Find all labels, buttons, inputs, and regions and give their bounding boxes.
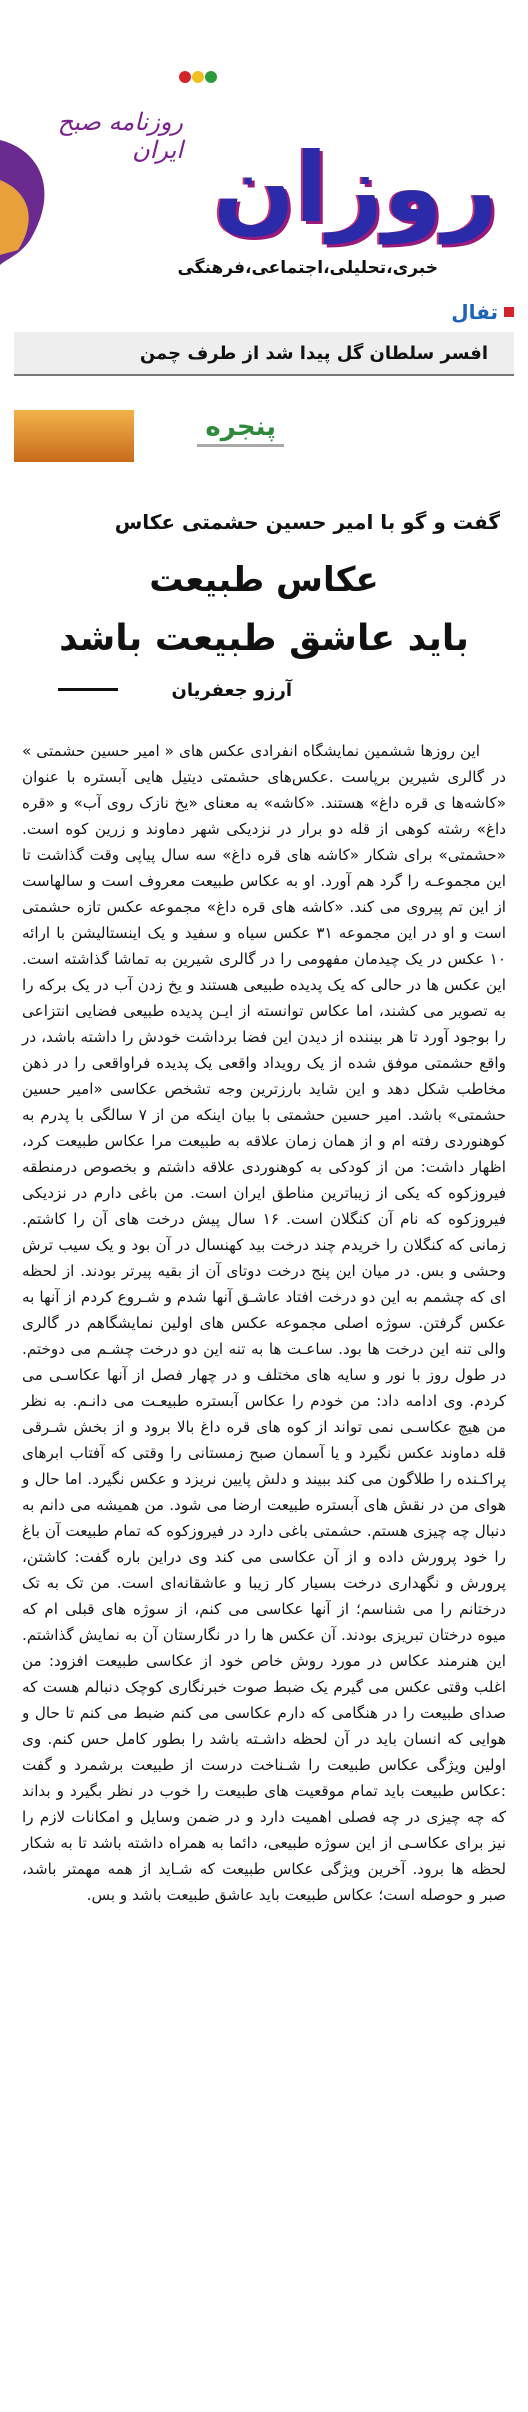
- article-kicker: گفت و گو با امیر حسین حشمتی عکاس: [114, 510, 500, 534]
- byline: آرزو جعفریان: [171, 680, 292, 701]
- tagline: خبری،تحلیلی،اجتماعی،فرهنگی: [177, 258, 438, 278]
- column-header: [14, 410, 514, 462]
- red-square-icon: [504, 307, 514, 317]
- section-kicker: [451, 300, 514, 324]
- headline-line-2: باید عاشق طبیعت باشد: [59, 618, 469, 659]
- headline-line-1: عکاس طبیعت: [149, 560, 379, 600]
- logo-subtext: روزنامه صبح ایران: [57, 108, 183, 164]
- newspaper-logo: روزان: [212, 132, 498, 244]
- flag-dots-icon: [178, 68, 218, 86]
- masthead: [0, 0, 528, 278]
- teaser-box: افسر سلطان گل پیدا شد از طرف چمن: [14, 332, 514, 376]
- article-paragraph: این روزها ششمین نمایشگاه انفرادی عکس های « امیر حسین حشمتی » در گالری شیرین برپاست .عکس‌های حشمتی دیتیل هایی آبستره با عنوان «کاشه‌ها ی قره داغ» هستند. «کاشه» به معنای «یخ نازک روی آب» و «قره داغ» رشته کوهی از قله دو برار در نزدیکی شهر دماوند و زرین کوه است. «حشمتی» برای شکار «کاشه های قره داغ» سه سال پیاپی وقت گذاشت تا این مجموعـه را گرد هم آورد. او به عکاس طبیعت معروف است و سالهاست از این تم پیروی می کند. «کاشه های قره داغ» مجموعه عکس تازه حشمتی است و او در این مجموعه ۳۱ عکس سیاه و سفید و یک اینستالیشن با ارائه ۱۰ عکس در یک چیدمان مفهومی را در گالری شیرین به تماشا گذاشته است. این عکس ها در حالی که یک پدیده طبیعی هستند و یخ زدن آب در یک برکه را به تصویر می کشند، اما عکاس توانسته از ایـن پدیده طبیعی فضایی انتزاعی را بوجود آورد تا هر بیننده از دیدن این فضا برداشت خودش را داشته باشد، در واقع حشمتی موفق شده از یک رویداد واقعی یک پدیده فراواقعی را در ذهن مخاطب شکل دهد و این شاید بارزترین وجه تشخص عکاسی «امیر حسین حشمتی» باشد. امیر حسین حشمتی با بیان اینکه من از ۷ سالگی با پدرم به کوهنوردی رفته ام و از همان زمان علاقه به طبیعت مرا عکاس طبیعت کرد، اظهار داشت: من از کودکی به کوهنوردی علاقه داشتم و بخصوص درمنطقه فیروزکوه که یکی از زیباترین مناطق ایران است. من باغی دارم در نزدیکی فیروزکوه که نام آن کنگلان است. ۱۶ سال پیش درخت های آن را کاشتم. زمانی که کنگلان را خریدم چند درخت بید کهنسال در آن بود و یک سیب ترش وحشی و بس. در میان این پنج درخت دوتای آن از بقیه پیرتر بودند. از لحظه ای که چشمم به این دو درخت افتاد عاشـق آنها شدم و شـروع کردم از آنها به عکس گرفتن. سوژه اصلی مجموعه عکس های اولین نمایشگاهم در گالری والی تنه این درخت ها بود. ساعـت ها به تنه این دو درخت چشـم می دوختم. در طول روز با نور و سایه های مختلف و در چهار فصل از آنها عکاسـی می کردم. وی ادامه داد: من خودم را عکاس آبستره طبیعـت می دانـم. به نظر من هیچ عکاسـی نمی تواند از کوه های قره داغ بالا برود و از بخش شـرقی قله دماوند عکس نگیرد و یا آسمان صبح زمستانی را وقتی که آفتاب ابرهای پراکـنده را طلاگون می کند ببیند و دلش پایین نریزد و عکس نگیرد. اما حال و هوای من در نقش های آبستره طبیعت ارضا می شود. من همیشه می دانم به دنبال چه چیزی هستم. حشمتی باغی دارد در فیروزکوه که تمام طبیعت آن باغ را خود پرورش داده و از آن عکاسی می کند وی دراین باره گفت: کاشتن، پرورش و نگهداری درخت بسیار کار زیبا و عاشقانه‌ای است. من تک به تک درختانم را می شناسم؛ از آنها عکاسی می کنم، از سوژه های قبلی ام که میوه درختان تبریزی بودند. آن عکس ها را در نگارستان آن به نمایش گذاشتم. این هنرمند عکاس در مورد روش خاص خود از عکاسی طبیعت افزود: من اغلب وقتی عکس می گیرم یک ضبط صوت خبرنگاری کوچک دنبالم هست که صدای طبیعت را در هنگامی که دارم عکاسی می کنم ضبط می کنم تا حال و هوایی که انسان باید در آن لحظه داشـته باشد را بطور کامل حس کنم. وی اولین ویژگی عکاس طبیعت را شـناخت درست از طبیعت برشمرد و گفت :عکاس طبیعت باید تمام موقعیت های طبیعت را خوب در نظر بگیرد و بداند که چه چیزی در چه فصلی اهمیت دارد و در ضمن وسایل و امکانات لازم را نیز برای عکاسـی از این سوژه طبیعی، دائما به همراه داشته باشد تا به شکار لحظه ها برود. آخرین ویژگی عکاس طبیعت که شـاید از همه مهمتر باشد، صبر و حوصله است؛ عکاس طبیعت باید عاشق طبیعت باشد و بس.: [22, 742, 506, 1904]
- section-kicker-label: تفال: [451, 300, 498, 324]
- column-title: پنجره: [197, 412, 284, 447]
- byline-rule: [58, 688, 118, 691]
- column-banner-image: [14, 410, 134, 462]
- article-body: [22, 738, 506, 1908]
- article: [0, 470, 528, 2412]
